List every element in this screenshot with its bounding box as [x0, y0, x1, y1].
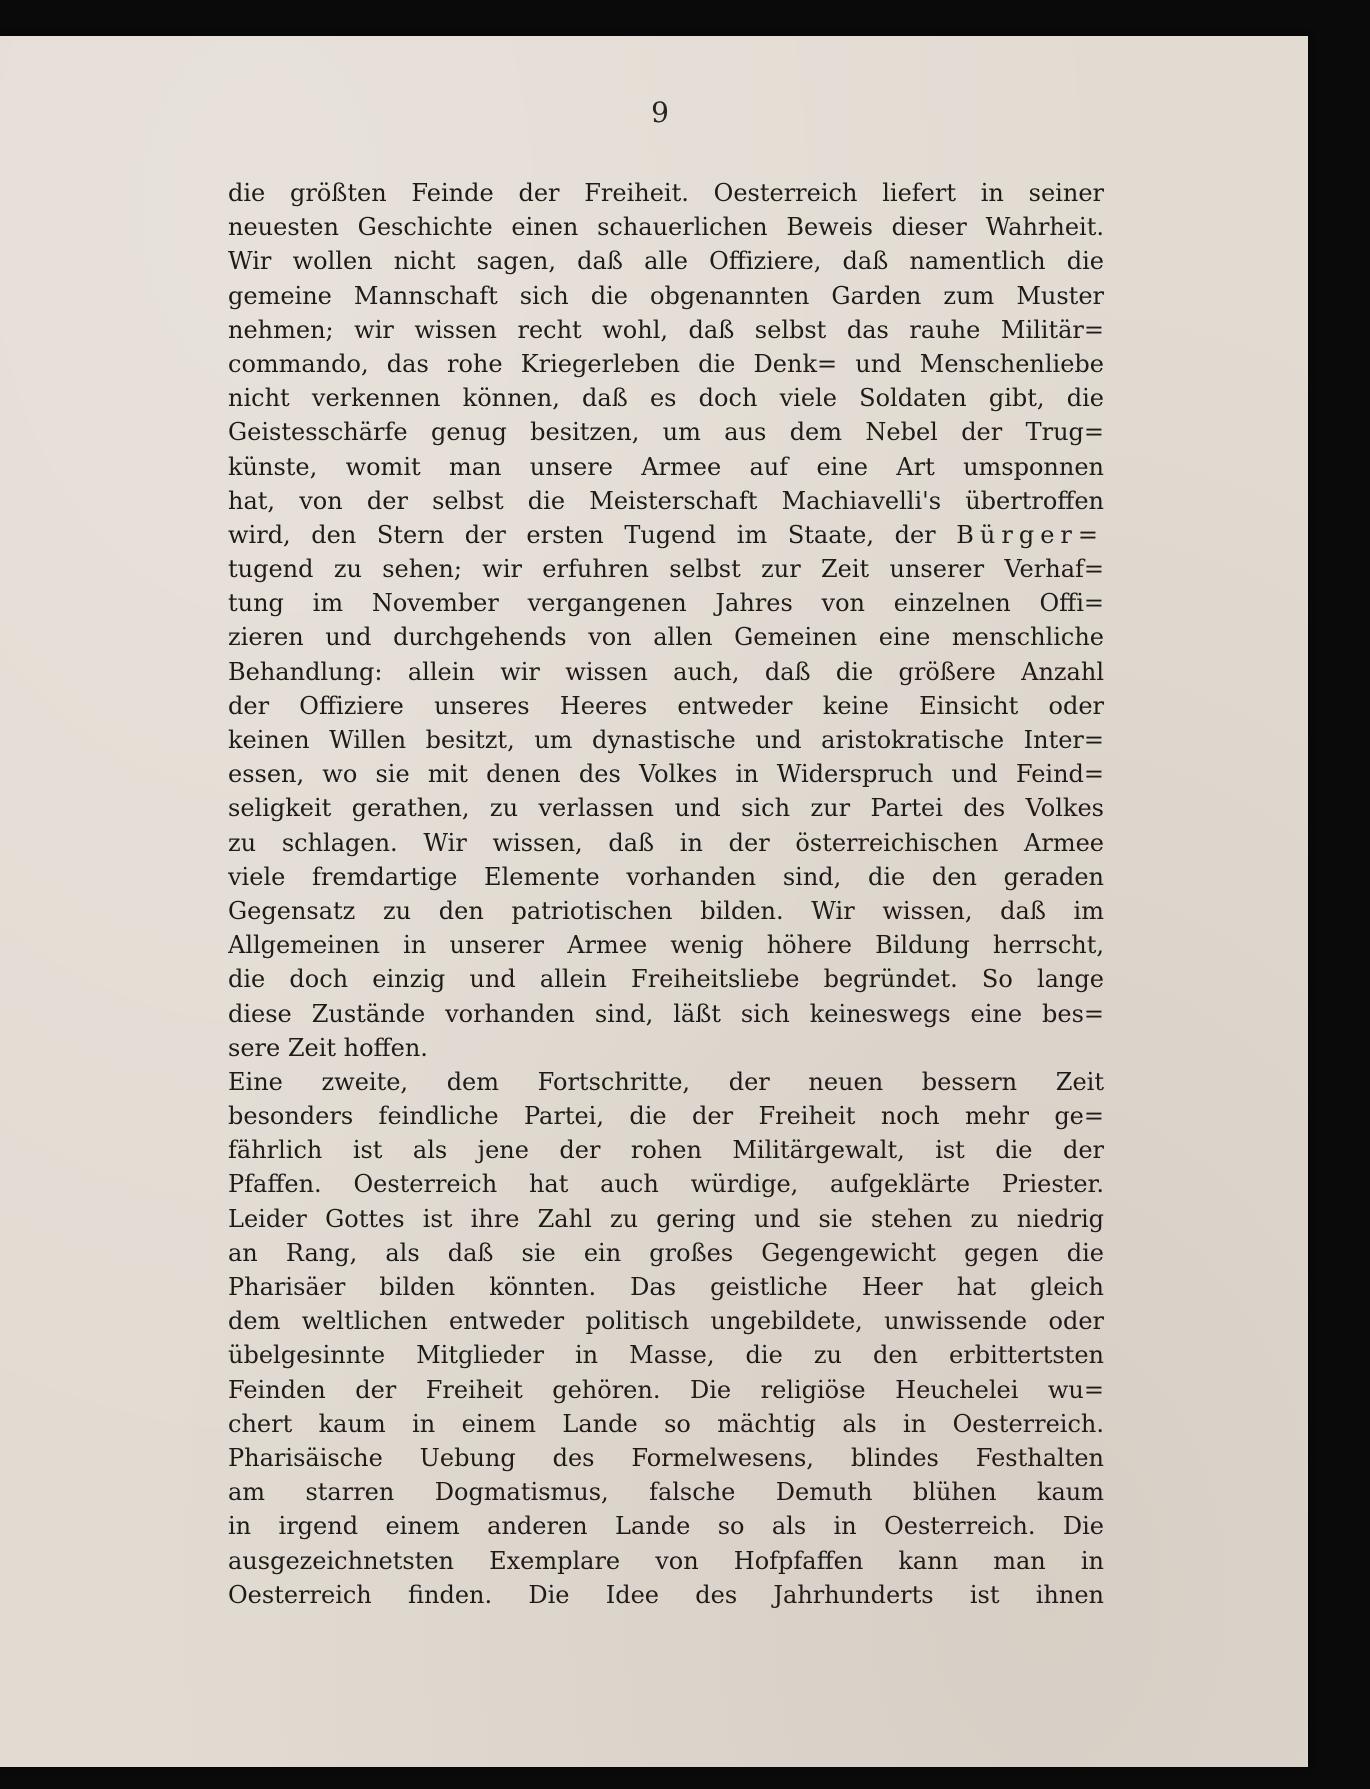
- text-line-content: nehmen; wir wissen recht wohl, daß selbst das rauhe Militär=: [228, 315, 1104, 344]
- text-line: [228, 244, 1104, 278]
- text-line: [228, 860, 1104, 894]
- text-line: [228, 1167, 1104, 1201]
- text-line: [228, 1236, 1104, 1270]
- text-line-content: am starren Dogmatismus, falsche Demuth blühen kaum: [228, 1478, 1104, 1507]
- text-line-content: Geistesschärfe genug besitzen, um aus dem Nebel der Trug=: [228, 418, 1104, 447]
- text-line: [228, 620, 1104, 654]
- text-line-content: künste, womit man unsere Armee auf eine Art umsponnen: [228, 452, 1104, 481]
- text-line-content: an Rang, als daß sie ein großes Gegengewicht gegen die: [228, 1238, 1104, 1267]
- text-line: [228, 826, 1104, 860]
- text-line-content: besonders feindliche Partei, die der Freiheit noch mehr ge=: [228, 1102, 1104, 1131]
- text-line: [228, 1304, 1104, 1338]
- text-line-content: Behandlung: allein wir wissen auch, daß die größere Anzahl: [228, 657, 1104, 686]
- text-line: [228, 655, 1104, 689]
- text-line: [228, 1202, 1104, 1236]
- text-line: [228, 1544, 1104, 1578]
- text-line: [228, 450, 1104, 484]
- text-line-content: tung im November vergangenen Jahres von einzelnen Offi=: [228, 589, 1104, 618]
- text-line: [228, 1441, 1104, 1475]
- text-line: [228, 1270, 1104, 1304]
- text-line-content: fährlich ist als jene der rohen Militärgewalt, ist die der: [228, 1136, 1104, 1165]
- text-line: [228, 1475, 1104, 1509]
- text-line-content: sere Zeit hoffen.: [228, 1033, 428, 1062]
- body-text: [228, 176, 1104, 1612]
- text-line: [228, 723, 1104, 757]
- text-line: [228, 484, 1104, 518]
- text-line-content: Gegensatz zu den patriotischen bilden. Wir wissen, daß im: [228, 896, 1104, 925]
- text-line-content: zu schlagen. Wir wissen, daß in der österreichischen Armee: [228, 828, 1104, 857]
- text-line-content: gemeine Mannschaft sich die obgenannten Garden zum Muster: [228, 281, 1104, 310]
- text-line: [228, 1338, 1104, 1372]
- text-line-content: übelgesinnte Mitglieder in Masse, die zu den erbittertsten: [228, 1341, 1104, 1370]
- text-line-content: ausgezeichnetsten Exemplare von Hofpfaffen kann man in: [228, 1546, 1104, 1575]
- text-line-content: hat, von der selbst die Meisterschaft Machiavelli's übertroffen: [228, 486, 1104, 515]
- text-line-content: seligkeit gerathen, zu verlassen und sich zur Partei des Volkes: [228, 794, 1104, 823]
- text-line-content: commando, das rohe Kriegerleben die Denk= und Menschenliebe: [228, 349, 1104, 378]
- text-line-content: zieren und durchgehends von allen Gemeinen eine menschliche: [228, 623, 1104, 652]
- text-line: [228, 518, 1104, 552]
- emphasized-word: Bürger=: [956, 520, 1104, 549]
- text-line-content: chert kaum in einem Lande so mächtig als in Oesterreich.: [228, 1409, 1104, 1438]
- text-line: [228, 997, 1104, 1031]
- text-line: [228, 279, 1104, 313]
- text-line-content: wird, den Stern der ersten Tugend im Staate, der: [228, 520, 936, 549]
- text-line-content: tugend zu sehen; wir erfuhren selbst zur Zeit unserer Verhaf=: [228, 555, 1104, 584]
- text-line-content: Feinden der Freiheit gehören. Die religiöse Heuchelei wu=: [228, 1375, 1104, 1404]
- text-line-content: Leider Gottes ist ihre Zahl zu gering und sie stehen zu niedrig: [228, 1204, 1104, 1233]
- text-line-content: Wir wollen nicht sagen, daß alle Offiziere, daß namentlich die: [228, 247, 1104, 276]
- text-line-content: die größten Feinde der Freiheit. Oesterreich liefert in seiner: [228, 179, 1104, 207]
- text-line-content: Pharisäische Uebung des Formelwesens, blindes Festhalten: [228, 1443, 1104, 1472]
- text-line-content: dem weltlichen entweder politisch ungebildete, unwissende oder: [228, 1307, 1104, 1336]
- text-line: [228, 1578, 1104, 1612]
- text-line: [228, 1099, 1104, 1133]
- text-line: [228, 415, 1104, 449]
- text-line: [228, 381, 1104, 415]
- text-line: [228, 347, 1104, 381]
- text-line: [228, 1373, 1104, 1407]
- text-line-content: Allgemeinen in unserer Armee wenig höhere Bildung herrscht,: [228, 931, 1104, 960]
- page-number: 9: [651, 96, 669, 129]
- text-line: [228, 586, 1104, 620]
- text-line-content: Pharisäer bilden könnten. Das geistliche Heer hat gleich: [228, 1273, 1104, 1301]
- text-line: [228, 552, 1104, 586]
- text-line: [228, 1133, 1104, 1167]
- text-line-content: in irgend einem anderen Lande so als in Oesterreich. Die: [228, 1512, 1104, 1541]
- text-line: [228, 757, 1104, 791]
- text-line-content: Pfaffen. Oesterreich hat auch würdige, aufgeklärte Priester.: [228, 1170, 1104, 1199]
- text-line-content: nicht verkennen können, daß es doch viele Soldaten gibt, die: [228, 384, 1104, 413]
- text-line-content: die doch einzig und allein Freiheitsliebe begründet. So lange: [228, 965, 1104, 994]
- text-line: [228, 962, 1104, 996]
- text-line: [228, 176, 1104, 210]
- text-line-content: neuesten Geschichte einen schauerlichen Beweis dieser Wahrheit.: [228, 213, 1104, 242]
- text-line-content: Eine zweite, dem Fortschritte, der neuen bessern Zeit: [228, 1067, 1104, 1096]
- text-line: [228, 313, 1104, 347]
- text-line: [228, 1407, 1104, 1441]
- text-line: [228, 791, 1104, 825]
- text-line: [228, 894, 1104, 928]
- text-line-content: der Offiziere unseres Heeres entweder keine Einsicht oder: [228, 691, 1104, 720]
- text-line: [228, 1065, 1104, 1099]
- text-line-content: essen, wo sie mit denen des Volkes in Widerspruch und Feind=: [228, 760, 1104, 789]
- text-line-content: Oesterreich finden. Die Idee des Jahrhunderts ist ihnen: [228, 1580, 1104, 1609]
- text-line: [228, 1031, 1104, 1065]
- text-line: [228, 210, 1104, 244]
- text-line: [228, 1509, 1104, 1543]
- text-line: [228, 928, 1104, 962]
- book-page: [0, 36, 1308, 1767]
- text-line-content: keinen Willen besitzt, um dynastische und aristokratische Inter=: [228, 726, 1104, 754]
- text-line: [228, 689, 1104, 723]
- text-line-content: diese Zustände vorhanden sind, läßt sich keineswegs eine bes=: [228, 999, 1104, 1028]
- text-line-content: viele fremdartige Elemente vorhanden sind, die den geraden: [228, 862, 1104, 891]
